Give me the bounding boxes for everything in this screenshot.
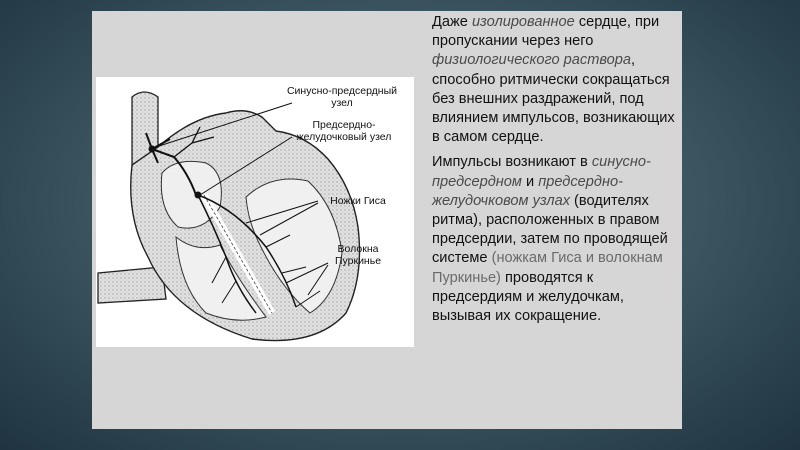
- paragraph-2: Импульсы возникают в синусно-предсердном и предсердно-желудочковом узлах (водителях ритма), расположенных в правом предсердии, затем по проводящей системе (ножкам Гиса и волокнам Пуркинье) проводятся к предсердиям и желудочкам, вызывая их сокращение.: [432, 154, 668, 325]
- label-his-bundle: Ножки Гиса: [330, 195, 386, 207]
- slide: [92, 11, 682, 429]
- heart-conduction-diagram: [96, 77, 414, 347]
- paragraph-1: Даже изолированное сердце, при пропускании через него физиологического раствора, способно ритмически сокращаться без внешних раздражений, под влиянием импульсов, возникающих в самом сердце.: [432, 14, 675, 146]
- slide-text: [432, 13, 680, 326]
- label-sa-node: Синусно-предсердный узел: [286, 85, 398, 109]
- label-purkinje: Волокна Пуркинье: [334, 243, 382, 267]
- heart-illustration: [96, 77, 414, 347]
- label-av-node: Предсердно-желудочковый узел: [296, 119, 392, 143]
- sa-node-marker: [149, 146, 156, 153]
